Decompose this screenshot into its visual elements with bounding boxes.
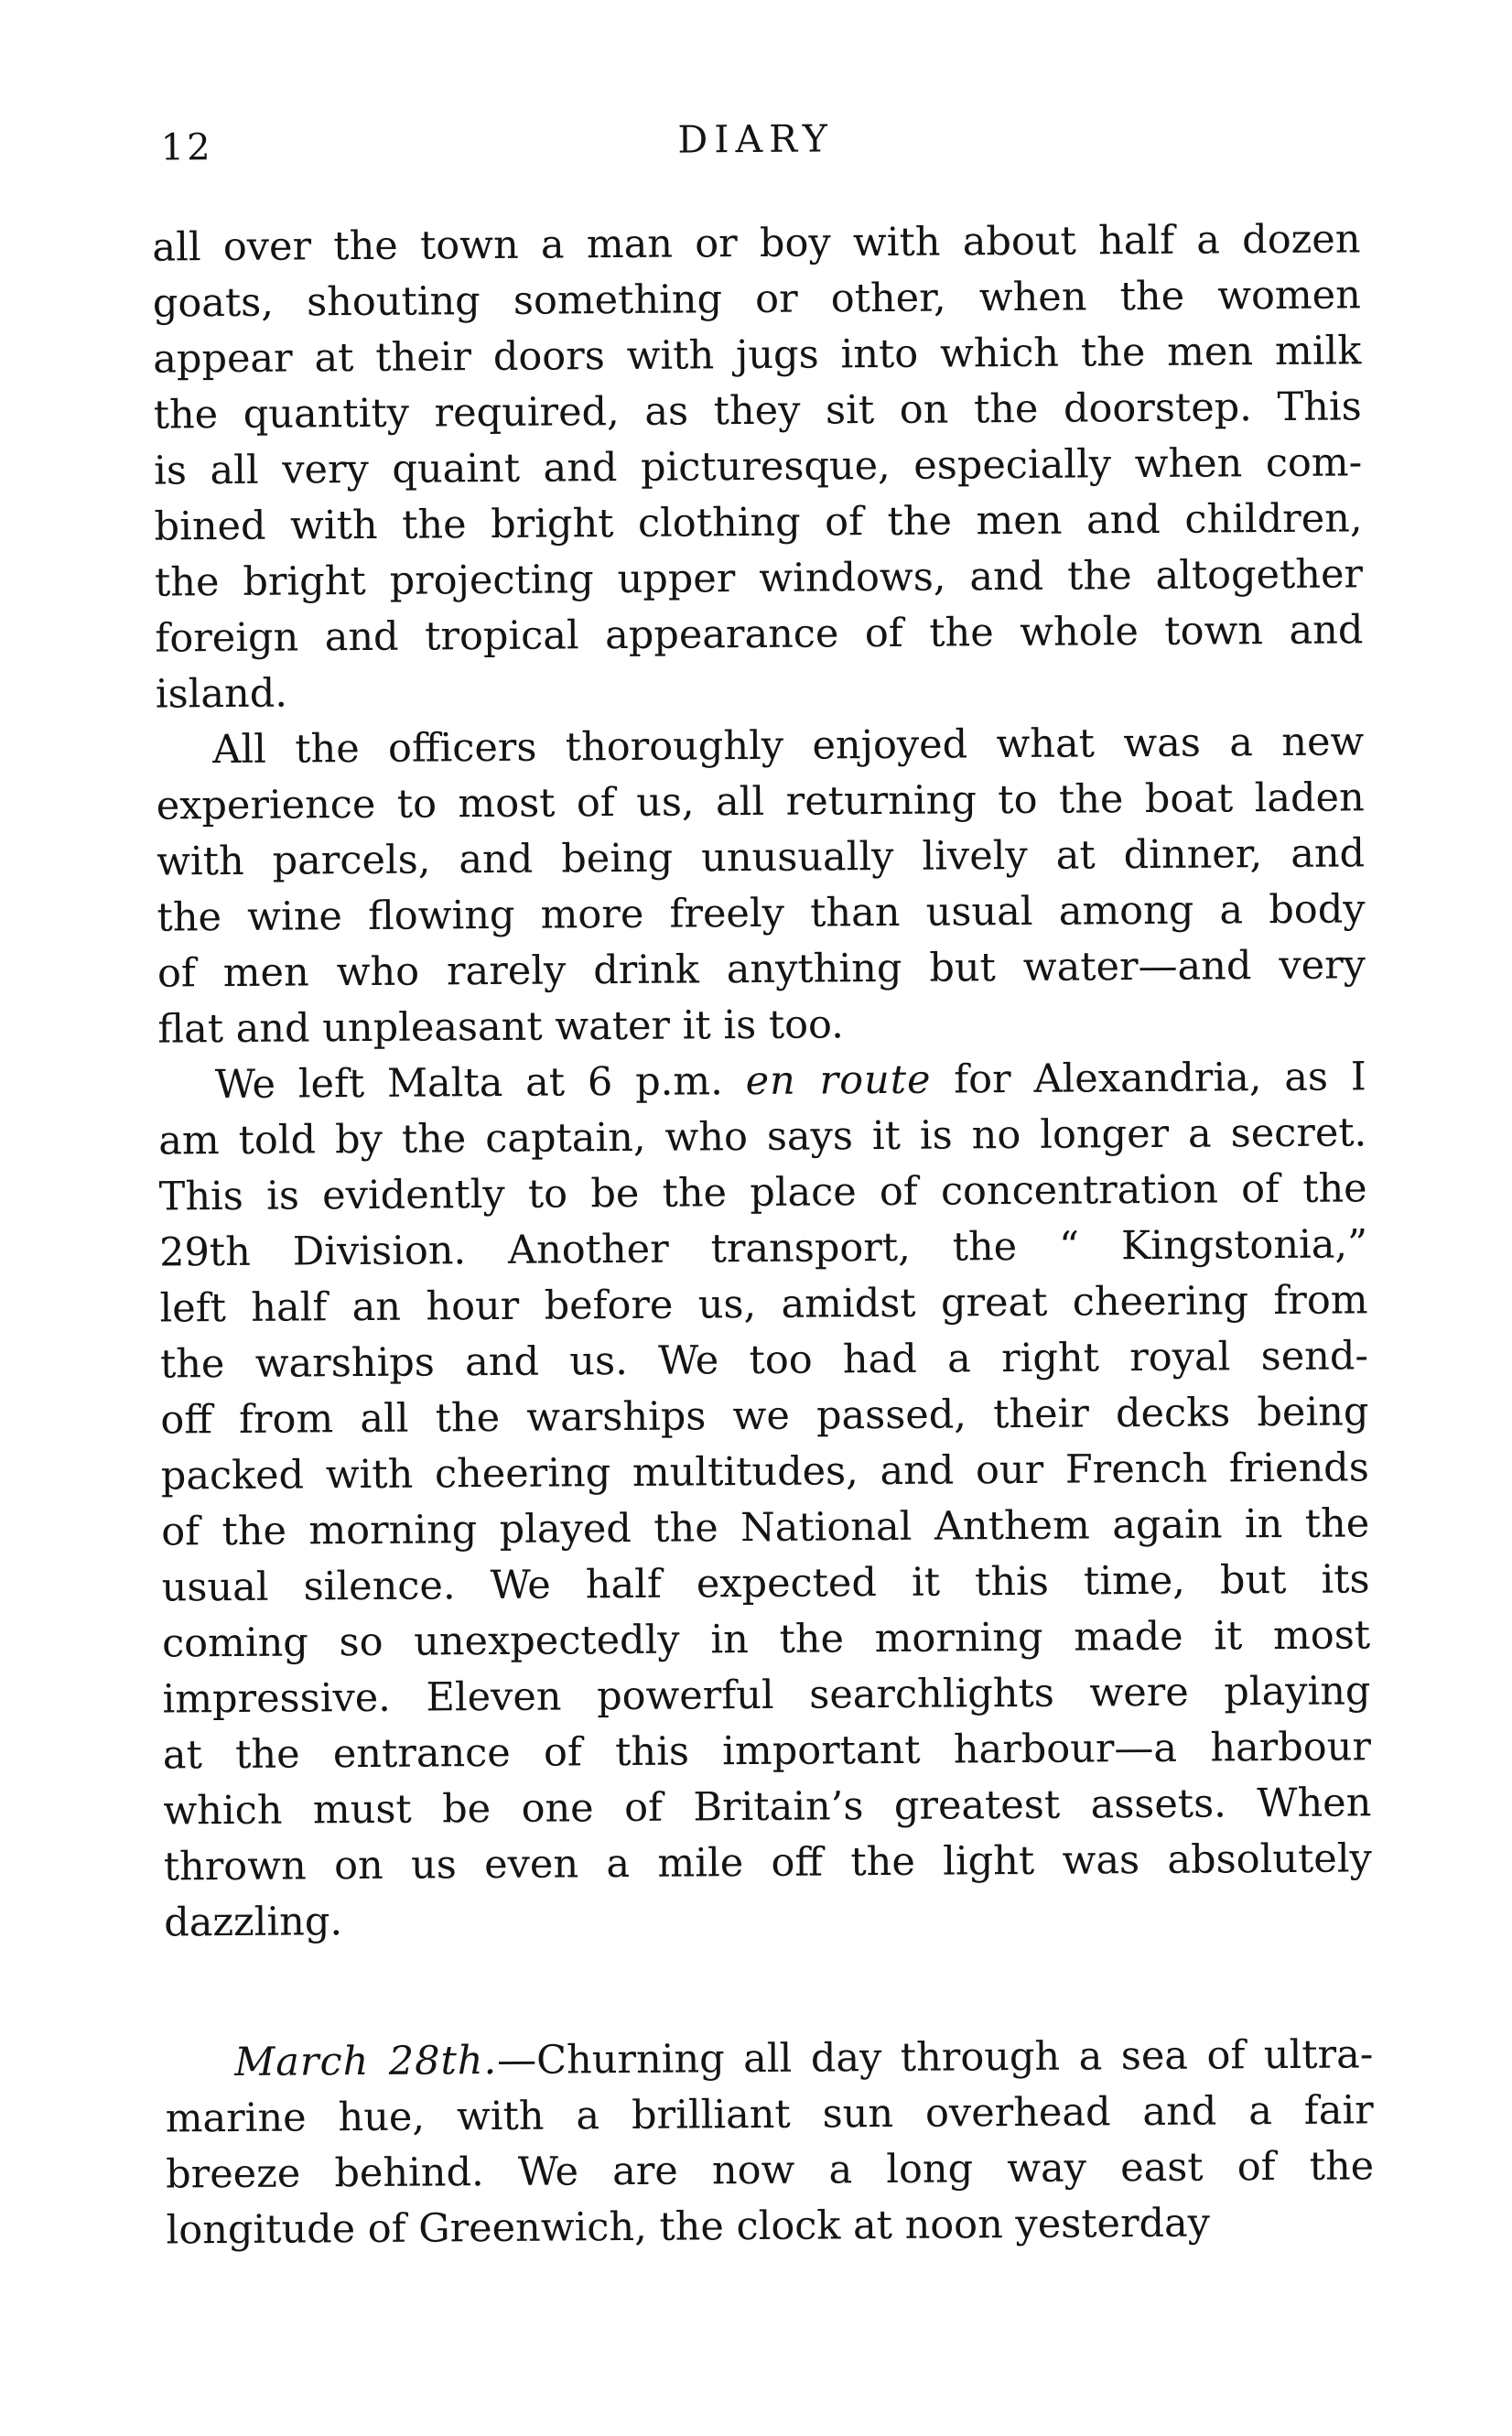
- page-number: 12: [160, 126, 213, 169]
- body-line: off from all the warships we passed, their decks being: [160, 1389, 1369, 1444]
- body-line: dazzling.: [164, 1899, 343, 1946]
- body-line: March 28th.—Churning all day through a sea of ultra-: [234, 2031, 1374, 2086]
- body-line: usual silence. We half expected it this time, but its: [161, 1556, 1370, 1611]
- body-line: which must be one of Britain’s greatest assets. When: [163, 1780, 1372, 1835]
- body-line: bined with the bright clothing of the men and children,: [154, 495, 1363, 550]
- body-line: the quantity required, as they sit on the doorstep. This: [153, 384, 1362, 438]
- body-line: All the officers thoroughly enjoyed what was a new: [212, 719, 1365, 774]
- body-line: left half an hour before us, amidst great cheering from: [159, 1277, 1368, 1332]
- body-line: flat and unpleasant water it is too.: [157, 1001, 845, 1053]
- body-line: appear at their doors with jugs into which the men milk: [153, 328, 1362, 383]
- body-line: the wine flowing more freely than usual among a body: [157, 886, 1366, 941]
- body-line: goats, shouting something or other, when the women: [152, 272, 1362, 327]
- body-line: thrown on us even a mile off the light was absolutely: [163, 1835, 1372, 1890]
- body-line: all over the town a man or boy with about half a dozen: [152, 216, 1361, 271]
- body-line: We left Malta at 6 p.m. en route for Alexandria, as I: [214, 1054, 1366, 1109]
- body-line: 29th Division. Another transport, the “ Kingstonia,”: [158, 1221, 1368, 1276]
- body-line: the warships and us. We too had a right royal send-: [159, 1333, 1369, 1388]
- body-line: island.: [155, 670, 288, 718]
- body-line: packed with cheering multitudes, and our French friends: [160, 1445, 1369, 1499]
- body-line: experience to most of us, all returning to the boat laden: [156, 774, 1365, 829]
- body-line: foreign and tropical appearance of the whole town and: [155, 607, 1364, 662]
- diary-entry-paragraph: [165, 2027, 1375, 2258]
- body-line: breeze behind. We are now a long way east of the: [165, 2143, 1375, 2198]
- body-line: impressive. Eleven powerful searchlights were playing: [162, 1668, 1371, 1723]
- page-header: [151, 113, 1359, 168]
- body-line: am told by the captain, who says it is no longer a secret.: [158, 1110, 1367, 1164]
- body-line: at the entrance of this important harbour—a harbour: [162, 1724, 1372, 1779]
- body-line: of men who rarely drink anything but water—and very: [157, 942, 1366, 997]
- body-line: of the morning played the National Anthem again in the: [161, 1500, 1370, 1555]
- body-paragraph: [156, 714, 1366, 1057]
- body-line: coming so unexpectedly in the morning made it most: [161, 1612, 1371, 1667]
- body-line: longitude of Greenwich, the clock at noon yesterday: [166, 2200, 1211, 2254]
- page-body: [152, 211, 1375, 2258]
- body-line: is all very quaint and picturesque, especially when com-: [153, 439, 1363, 494]
- running-title: DIARY: [677, 116, 834, 162]
- body-line: with parcels, and being unusually lively at dinner, and: [156, 830, 1366, 885]
- body-paragraph: [158, 1049, 1373, 1951]
- body-line: This is evidently to be the place of concentration of the: [158, 1165, 1367, 1220]
- body-line: the bright projecting upper windows, and the altogether: [154, 551, 1364, 606]
- body-line: marine hue, with a brilliant sun overhead and a fair: [165, 2087, 1374, 2142]
- body-paragraph: [152, 211, 1364, 722]
